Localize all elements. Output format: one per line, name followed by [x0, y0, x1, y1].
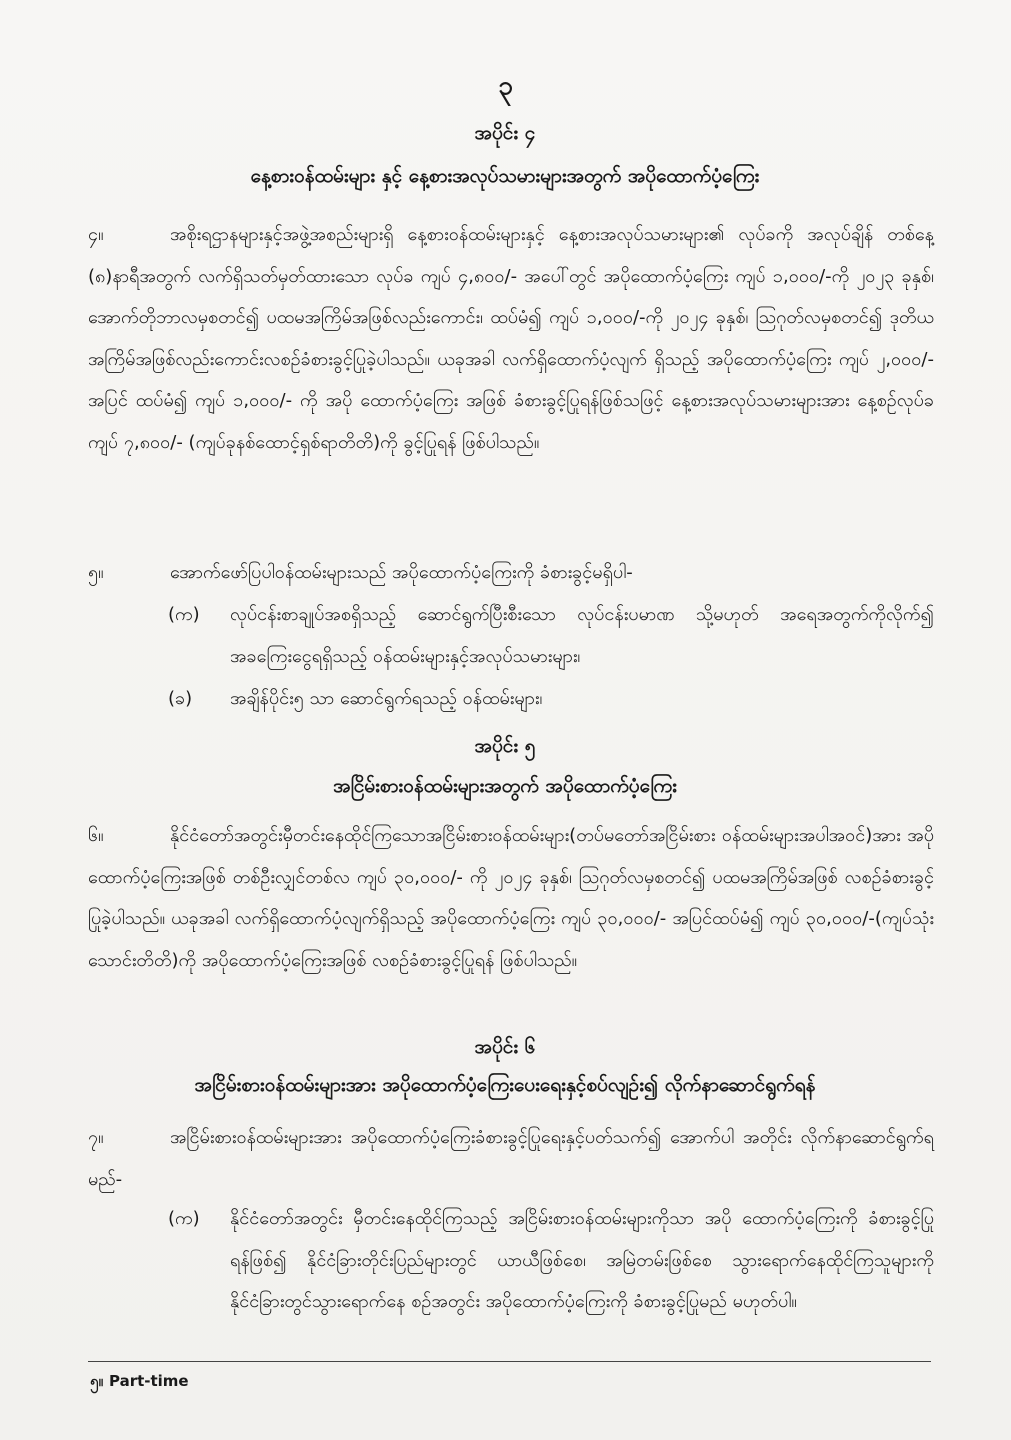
subitem-text: နိုင်ငံတော်အတွင်း မှီတင်းနေထိုင်ကြသည့် အငြိမ်းစားဝန်ထမ်းများကိုသာ အပို ထောက်ပံ့ကြေးကို ခံစားခွင့်ပြုရန်ဖြစ်၍ နိုင်ငံခြားတိုင်းပြည်များတွင် ယာယီဖြစ်စေ၊ အမြဲတမ်းဖြစ်စေ သွားရောက်နေထိုင်ကြသူများကို နိုင်ငံခြားတွင်သွားရောက်နေ စဉ်အတွင်း အပိုထောက်ပံ့ကြေးကို ခံစားခွင့်ပြုမည် မဟုတ်ပါ။ — [230, 1208, 934, 1312]
paragraph-number: ၄။ — [88, 224, 104, 245]
footnote-text: Part-time — [108, 1372, 189, 1390]
subitem-label: (ခ) — [168, 688, 193, 709]
part4-subheading: နေ့စားဝန်ထမ်းများ နှင့် နေ့စားအလုပ်သမားများအတွက် အပိုထောက်ပံ့ကြေး — [250, 165, 760, 187]
paragraph-text: အစိုးရဌာနများနှင့်အဖွဲ့အစည်းများရှိ နေ့စားဝန်ထမ်းများနှင့် နေ့စားအလုပ်သမားများ၏ လုပ်ခကို အလုပ်ချိန် တစ်နေ့ (၈)နာရီအတွက် လက်ရှိသတ်မှတ်ထားသော လုပ်ခ ကျပ် ၄,၈၀၀/- အပေါ်တွင် အပိုထောက်ပံ့ကြေး ကျပ် ၁,၀၀၀/-ကို ၂၀၂၃ ခုနှစ်၊ အောက်တိုဘာလမှစတင်၍ ပထမအကြိမ်အဖြစ်လည်းကောင်း၊ ထပ်မံ၍ ကျပ် ၁,၀၀၀/-ကို ၂၀၂၄ ခုနှစ်၊ ဩဂုတ်လမှစတင်၍ ဒုတိယအကြိမ်အဖြစ်လည်းကောင်းလစဉ်ခံစားခွင့်ပြုခဲ့ပါသည်။ ယခုအခါ လက်ရှိထောက်ပံ့လျက် ရှိသည့် အပိုထောက်ပံ့ကြေး ကျပ် ၂,၀၀၀/-အပြင် ထပ်မံ၍ ကျပ် ၁,၀၀၀/- ကို အပို ထောက်ပံ့ကြေး အဖြစ် ခံစားခွင့်ပြုရန်ဖြစ်သဖြင့် နေ့စားအလုပ်သမားများအား နေ့စဉ်လုပ်ခ ကျပ် ၇,၈၀၀/- (ကျပ်ခုနစ်ထောင့်ရှစ်ရာတိတိ)ကို ခွင့်ပြုရန် ဖြစ်ပါသည်။ — [88, 224, 934, 453]
subitem-text: လုပ်ငန်းစာချုပ်အစရှိသည့် ဆောင်ရွက်ပြီးစီးသော လုပ်ငန်းပမာဏ သို့မဟုတ် အရေအတွက်ကိုလိုက်၍ အခကြေးငွေရရှိသည့် ဝန်ထမ်းများနှင့်အလုပ်သမားများ၊ — [230, 604, 934, 667]
paragraph-6 — [88, 815, 934, 981]
subitem-label: (က) — [168, 1208, 200, 1229]
subitem-ka-part6 — [168, 1198, 934, 1323]
paragraph-number: ၆။ — [88, 825, 104, 846]
part6-subheading: အငြိမ်းစားဝန်ထမ်းများအား အပိုထောက်ပံ့ကြေးပေးရေးနှင့်စပ်လျဉ်း၍ လိုက်နာဆောင်ရွက်ရန် — [194, 1074, 816, 1096]
subitem-kha — [168, 678, 934, 720]
paragraph-number: ၇။ — [88, 1127, 104, 1148]
subitem-text: အချိန်ပိုင်း၅ သာ ဆောင်ရွက်ရသည့် ဝန်ထမ်းများ၊ — [230, 688, 543, 709]
paragraph-text: နိုင်ငံတော်အတွင်းမှီတင်းနေထိုင်ကြသောအငြိမ်းစားဝန်ထမ်းများ(တပ်မတော်အငြိမ်းစား ဝန်ထမ်းများအပါအဝင်)အား အပိုထောက်ပံ့ကြေးအဖြစ် တစ်ဦးလျှင်တစ်လ ကျပ် ၃၀,၀၀၀/- ကို ၂၀၂၄ ခုနှစ်၊ ဩဂုတ်လမှစတင်၍ ပထမအကြိမ်အဖြစ် လစဉ်ခံစားခွင့်ပြုခဲ့ပါသည်။ ယခုအခါ လက်ရှိထောက်ပံ့လျက်ရှိသည့် အပိုထောက်ပံ့ကြေး ကျပ် ၃၀,၀၀၀/- အပြင်ထပ်မံ၍ ကျပ် ၃၀,၀၀၀/-(ကျပ်သုံးသောင်းတိတိ)ကို အပိုထောက်ပံ့ကြေးအဖြစ် လစဉ်ခံစားခွင့်ပြုရန် ဖြစ်ပါသည်။ — [88, 825, 934, 971]
paragraph-7 — [88, 1117, 934, 1200]
paragraph-text: အငြိမ်းစားဝန်ထမ်းများအား အပိုထောက်ပံ့ကြေးခံစားခွင့်ပြုရေးနှင့်ပတ်သက်၍ အောက်ပါ အတိုင်း လိုက်နာဆောင်ရွက်ရမည်- — [88, 1127, 934, 1190]
subitem-ka — [168, 594, 934, 677]
part6-heading: အပိုင်း ၆ — [474, 1036, 536, 1058]
part5-heading: အပိုင်း ၅ — [474, 735, 536, 757]
part5-subheading: အငြိမ်းစားဝန်ထမ်းများအတွက် အပိုထောက်ပံ့ကြေး — [333, 775, 677, 797]
footnote-divider — [88, 1361, 931, 1362]
footnote-number: ၅။ — [90, 1372, 103, 1390]
footnote — [90, 1372, 189, 1394]
subitem-label: (က) — [168, 604, 200, 625]
paragraph-text: အောက်ဖော်ပြပါဝန်ထမ်းများသည် အပိုထောက်ပံ့ကြေးကို ခံစားခွင့်မရှိပါ- — [170, 562, 633, 583]
part4-heading: အပိုင်း ၄ — [474, 122, 536, 144]
paragraph-number: ၅။ — [88, 562, 104, 583]
paragraph-4 — [88, 214, 934, 463]
page-number: ၃ — [498, 71, 513, 101]
paragraph-5 — [88, 552, 934, 593]
